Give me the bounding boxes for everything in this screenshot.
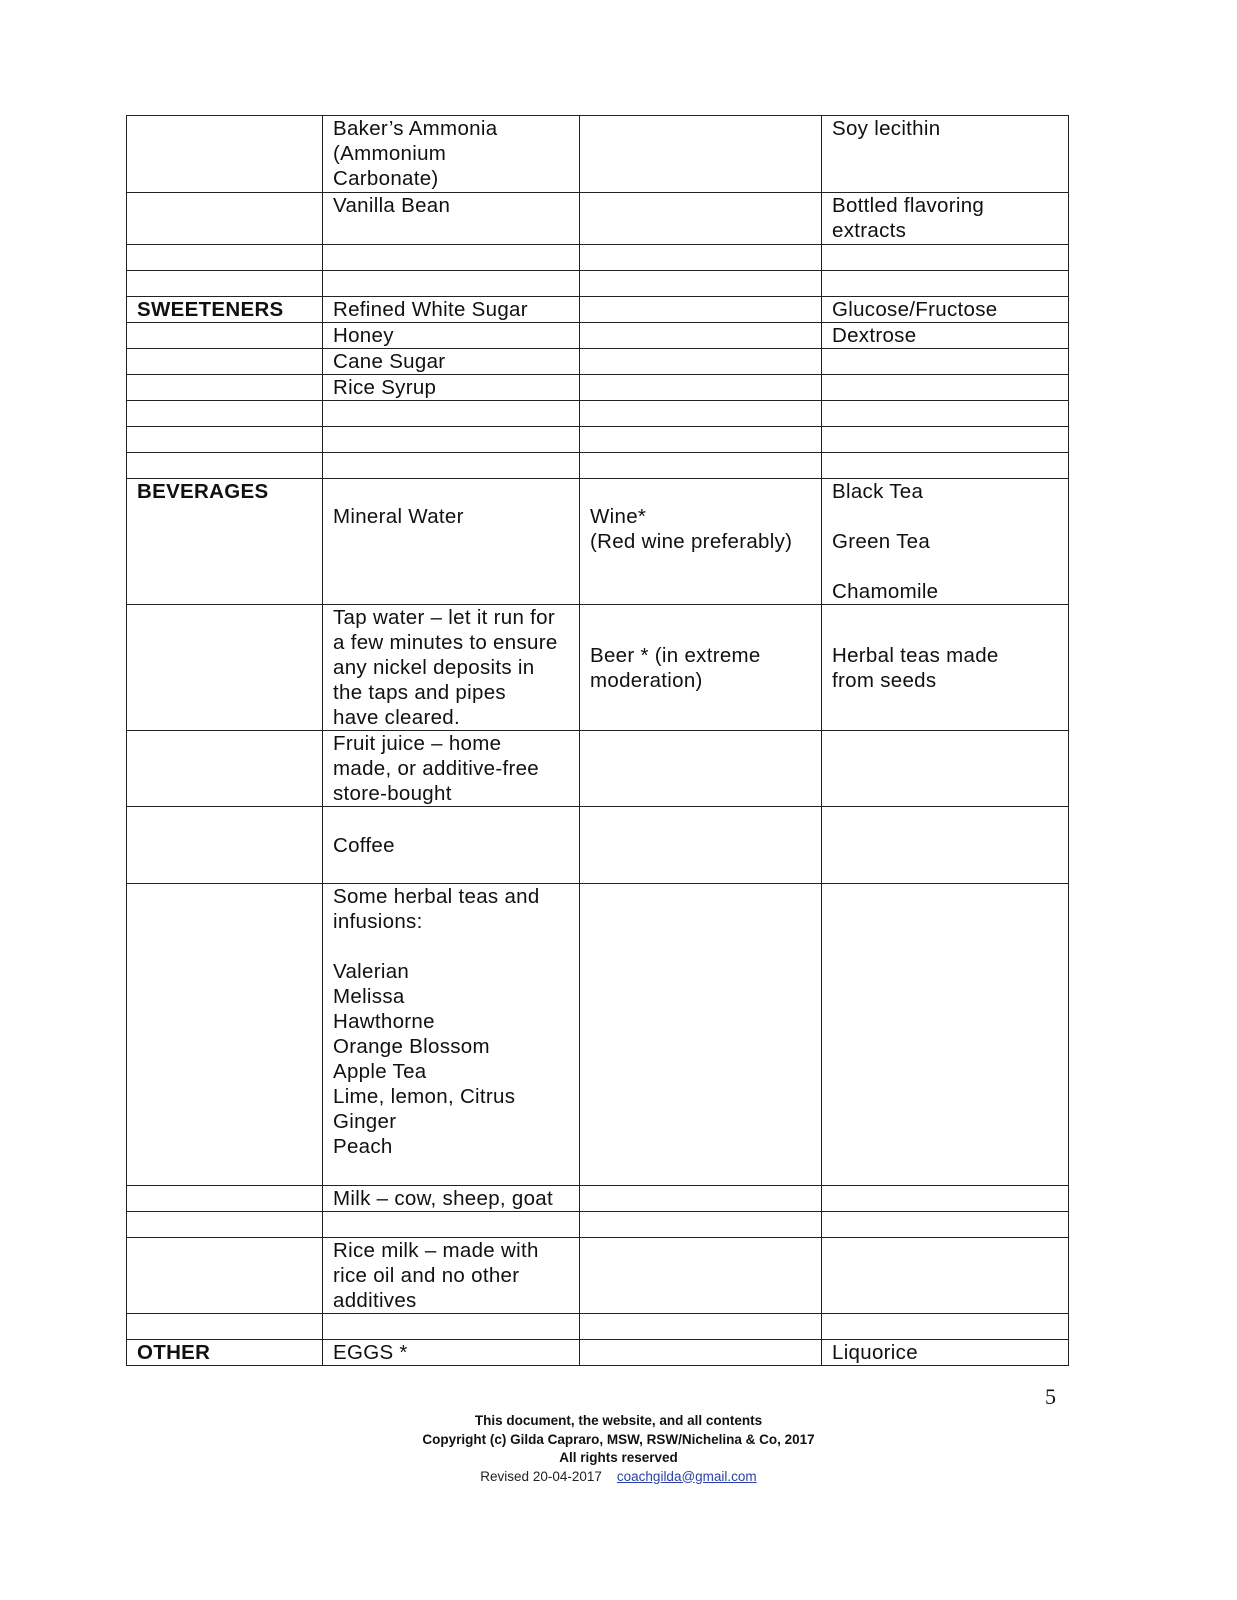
email-link[interactable]: coachgilda@gmail.com bbox=[616, 1468, 757, 1484]
table-row bbox=[127, 731, 1069, 807]
category-cell bbox=[127, 271, 323, 297]
table-cell bbox=[323, 271, 580, 297]
table-cell bbox=[580, 427, 822, 453]
table-cell: Black Tea Green Tea Chamomile bbox=[822, 479, 1069, 605]
table-cell bbox=[580, 193, 822, 245]
table-row bbox=[127, 1186, 1069, 1212]
table-row bbox=[127, 116, 1069, 193]
table-cell: Bottled flavoring extracts bbox=[822, 193, 1069, 245]
table-cell bbox=[323, 245, 580, 271]
table-cell: Rice Syrup bbox=[323, 375, 580, 401]
category-cell bbox=[127, 349, 323, 375]
table-row bbox=[127, 1340, 1069, 1366]
table-cell bbox=[822, 453, 1069, 479]
table-cell bbox=[822, 349, 1069, 375]
table-cell bbox=[323, 401, 580, 427]
table-cell bbox=[580, 1238, 822, 1314]
table-row bbox=[127, 375, 1069, 401]
table-row bbox=[127, 884, 1069, 1186]
table-row bbox=[127, 401, 1069, 427]
category-cell bbox=[127, 605, 323, 731]
category-cell bbox=[127, 807, 323, 884]
table-row bbox=[127, 1212, 1069, 1238]
table-cell: Vanilla Bean bbox=[323, 193, 580, 245]
table-row bbox=[127, 605, 1069, 731]
table-cell bbox=[580, 1340, 822, 1366]
table-cell bbox=[580, 807, 822, 884]
table-cell bbox=[822, 1212, 1069, 1238]
food-list-table bbox=[126, 115, 1069, 1366]
table-cell bbox=[580, 297, 822, 323]
table-cell: Dextrose bbox=[822, 323, 1069, 349]
category-cell bbox=[127, 427, 323, 453]
table-cell bbox=[323, 453, 580, 479]
table-row bbox=[127, 297, 1069, 323]
table-cell: Cane Sugar bbox=[323, 349, 580, 375]
table-row bbox=[127, 1238, 1069, 1314]
category-cell bbox=[127, 1238, 323, 1314]
table-cell bbox=[580, 1212, 822, 1238]
table-cell bbox=[580, 731, 822, 807]
table-cell: Baker’s Ammonia (Ammonium Carbonate) bbox=[323, 116, 580, 193]
table-row bbox=[127, 245, 1069, 271]
category-cell bbox=[127, 245, 323, 271]
category-cell bbox=[127, 323, 323, 349]
table-cell: Mineral Water bbox=[323, 479, 580, 605]
category-cell bbox=[127, 453, 323, 479]
table-cell bbox=[323, 1212, 580, 1238]
table-cell bbox=[822, 1238, 1069, 1314]
table-cell: Herbal teas made from seeds bbox=[822, 605, 1069, 731]
table-cell bbox=[822, 1314, 1069, 1340]
table-cell bbox=[822, 245, 1069, 271]
table-cell bbox=[580, 375, 822, 401]
table-row bbox=[127, 479, 1069, 605]
category-cell: BEVERAGES bbox=[127, 479, 323, 605]
footer-line: This document, the website, and all contents bbox=[474, 1413, 763, 1428]
table-cell: Rice milk – made with rice oil and no other additives bbox=[323, 1238, 580, 1314]
table-cell: Coffee bbox=[323, 807, 580, 884]
table-cell bbox=[580, 116, 822, 193]
revised-date: Revised 20-04-2017 bbox=[480, 1468, 602, 1484]
category-cell bbox=[127, 1212, 323, 1238]
table-cell bbox=[580, 349, 822, 375]
footer-revision-line bbox=[0, 1468, 1237, 1487]
table-cell bbox=[822, 401, 1069, 427]
category-cell bbox=[127, 193, 323, 245]
category-cell bbox=[127, 1186, 323, 1212]
table-cell bbox=[822, 375, 1069, 401]
footer-copyright: Copyright (c) Gilda Capraro, MSW, RSW/Nichelina & Co, 2017 bbox=[422, 1431, 815, 1447]
table-cell bbox=[822, 427, 1069, 453]
category-cell bbox=[127, 375, 323, 401]
table-cell bbox=[580, 245, 822, 271]
table-cell bbox=[580, 323, 822, 349]
table-cell bbox=[323, 427, 580, 453]
footer-rights: All rights reserved bbox=[559, 1450, 678, 1465]
table-row bbox=[127, 193, 1069, 245]
table-cell bbox=[822, 1186, 1069, 1212]
table-cell: Tap water – let it run for a few minutes to ensure any nickel deposits in the taps and pipes have cleared. bbox=[323, 605, 580, 731]
page-number: 5 bbox=[1045, 1384, 1056, 1409]
table-cell bbox=[580, 1314, 822, 1340]
table-cell bbox=[822, 271, 1069, 297]
table-row bbox=[127, 427, 1069, 453]
table-cell bbox=[580, 1186, 822, 1212]
category-cell: OTHER bbox=[127, 1340, 323, 1366]
table-cell bbox=[822, 884, 1069, 1186]
table-cell: EGGS * bbox=[323, 1340, 580, 1366]
table-row bbox=[127, 1314, 1069, 1340]
table-cell: Glucose/Fructose bbox=[822, 297, 1069, 323]
table-cell: Soy lecithin bbox=[822, 116, 1069, 193]
table-cell bbox=[580, 271, 822, 297]
category-cell bbox=[127, 731, 323, 807]
table-row bbox=[127, 453, 1069, 479]
table-cell: Honey bbox=[323, 323, 580, 349]
category-cell bbox=[127, 1314, 323, 1340]
table-row bbox=[127, 271, 1069, 297]
category-cell bbox=[127, 116, 323, 193]
table-row bbox=[127, 323, 1069, 349]
copyright-footer bbox=[0, 1412, 1237, 1486]
table-cell bbox=[580, 884, 822, 1186]
table-cell: Liquorice bbox=[822, 1340, 1069, 1366]
category-cell bbox=[127, 401, 323, 427]
table-row bbox=[127, 807, 1069, 884]
table-cell bbox=[580, 401, 822, 427]
table-cell bbox=[822, 731, 1069, 807]
table-cell: Refined White Sugar bbox=[323, 297, 580, 323]
table-cell: Milk – cow, sheep, goat bbox=[323, 1186, 580, 1212]
table-row bbox=[127, 349, 1069, 375]
table-cell: Beer * (in extreme moderation) bbox=[580, 605, 822, 731]
category-cell bbox=[127, 884, 323, 1186]
table-cell bbox=[580, 453, 822, 479]
table-cell: Fruit juice – home made, or additive-free store-bought bbox=[323, 731, 580, 807]
table-cell: Some herbal teas and infusions: Valerian Melissa Hawthorne Orange Blossom Apple Tea Lime, lemon, Citrus Ginger Peach bbox=[323, 884, 580, 1186]
table-cell bbox=[822, 807, 1069, 884]
category-cell: SWEETENERS bbox=[127, 297, 323, 323]
table-cell: Wine* (Red wine preferably) bbox=[580, 479, 822, 605]
table-cell bbox=[323, 1314, 580, 1340]
